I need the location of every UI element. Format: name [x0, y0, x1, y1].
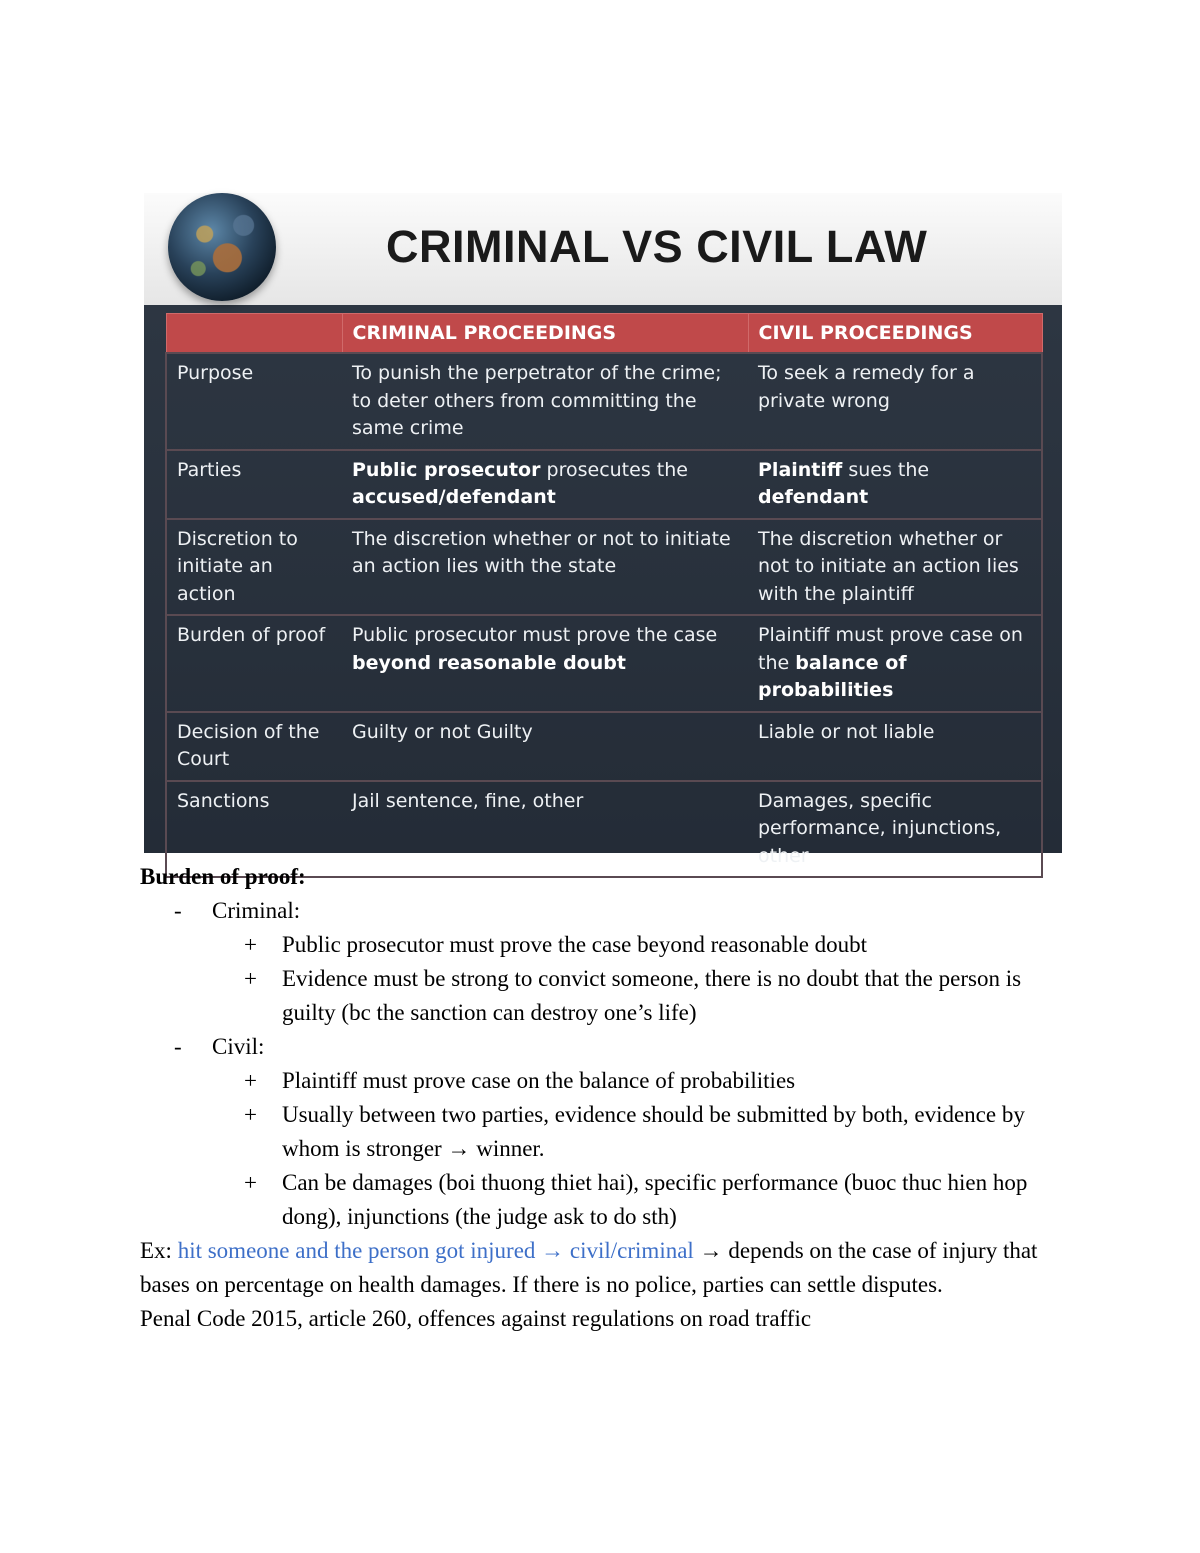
row-label: Sanctions	[166, 781, 342, 878]
header-civil: CIVIL PROCEEDINGS	[748, 314, 1042, 354]
plus-marker: +	[244, 1102, 257, 1127]
dash-marker: -	[174, 898, 182, 923]
example-prefix: Ex:	[140, 1238, 178, 1263]
notes-section	[140, 860, 1060, 1336]
criminal-point	[140, 962, 1060, 1030]
point-text: Evidence must be strong to convict someone, there is no doubt that the person is guilty (bc the sanction can destroy one’s life)	[282, 966, 1022, 1025]
criminal-cell: To punish the perpetrator of the crime; to deter others from committing the same crime	[342, 353, 748, 450]
table-row	[166, 615, 1042, 712]
row-label: Parties	[166, 450, 342, 519]
row-label: Decision of the Court	[166, 712, 342, 781]
table-header-row	[166, 314, 1042, 354]
civil-cell: The discretion whether or not to initiate an action lies with the plaintiff	[748, 519, 1042, 616]
cell-text: prosecutes the	[540, 458, 688, 481]
plus-marker: +	[244, 932, 257, 957]
row-label: Purpose	[166, 353, 342, 450]
row-label: Burden of proof	[166, 615, 342, 712]
point-text: Can be damages (boi thuong thiet hai), specific performance (buoc thuc hien hop dong), injunctions (the judge ask to do sth)	[282, 1170, 1028, 1229]
criminal-item	[140, 894, 1060, 928]
bold-text: Plaintiff	[758, 458, 843, 481]
bold-text: balance of probabilities	[758, 651, 907, 701]
dash-marker: -	[174, 1034, 182, 1059]
criminal-cell: Guilty or not Guilty	[342, 712, 748, 781]
point-text: Plaintiff must prove case on the balance of probabilities	[282, 1068, 796, 1093]
criminal-cell: Jail sentence, fine, other	[342, 781, 748, 878]
comparison-table	[165, 313, 1043, 878]
criminal-cell: The discretion whether or not to initiate an action lies with the state	[342, 519, 748, 616]
table-row	[166, 712, 1042, 781]
example-paragraph	[140, 1234, 1060, 1302]
bold-text: beyond reasonable doubt	[352, 651, 626, 674]
comparison-table-wrap	[165, 313, 1041, 878]
header-empty	[166, 314, 342, 354]
slide-title: CRIMINAL VS CIVIL LAW	[386, 221, 928, 272]
notes-heading: Burden of proof:	[140, 864, 306, 889]
criminal-label: Criminal:	[212, 898, 301, 923]
cell-text: Public prosecutor must prove the case	[352, 624, 718, 646]
civil-cell: Damages, specific performance, injunctions, other	[748, 781, 1042, 878]
civil-cell	[748, 615, 1042, 712]
row-label: Discretion to initiate an action	[166, 519, 342, 616]
reference-line: Penal Code 2015, article 260, offences against regulations on road traffic	[140, 1306, 812, 1331]
plus-marker: +	[244, 966, 257, 991]
header-criminal: CRIMINAL PROCEEDINGS	[342, 314, 748, 354]
plus-marker: +	[244, 1170, 257, 1195]
bold-text: accused/defendant	[352, 486, 556, 508]
bold-text: Public prosecutor	[352, 458, 541, 481]
example-rest: → depends on the case of injury that bases on percentage on health damages. If there is no police, parties can settle disputes.	[140, 1238, 1038, 1297]
plus-marker: +	[244, 1068, 257, 1093]
civil-point	[140, 1098, 1060, 1166]
civil-cell: To seek a remedy for a private wrong	[748, 353, 1042, 450]
cell-text: Plaintiff must prove case on the	[758, 624, 1023, 674]
point-text: Public prosecutor must prove the case beyond reasonable doubt	[282, 932, 868, 957]
civil-item	[140, 1030, 1060, 1064]
cell-text: sues the	[842, 458, 930, 481]
civil-cell: Liable or not liable	[748, 712, 1042, 781]
civil-point	[140, 1166, 1060, 1234]
table-row	[166, 353, 1042, 450]
bold-text: defendant	[758, 486, 869, 508]
globe-icon	[168, 193, 276, 301]
point-text: Usually between two parties, evidence should be submitted by both, evidence by whom is stronger → winner.	[282, 1102, 1025, 1161]
criminal-cell	[342, 450, 748, 519]
criminal-cell	[342, 615, 748, 712]
civil-point	[140, 1064, 1060, 1098]
example-highlight: hit someone and the person got injured → civil/criminal	[177, 1238, 694, 1263]
civil-cell	[748, 450, 1042, 519]
civil-label: Civil:	[212, 1034, 265, 1059]
table-row	[166, 450, 1042, 519]
table-row	[166, 519, 1042, 616]
criminal-point	[140, 928, 1060, 962]
slide-image	[144, 193, 1062, 867]
